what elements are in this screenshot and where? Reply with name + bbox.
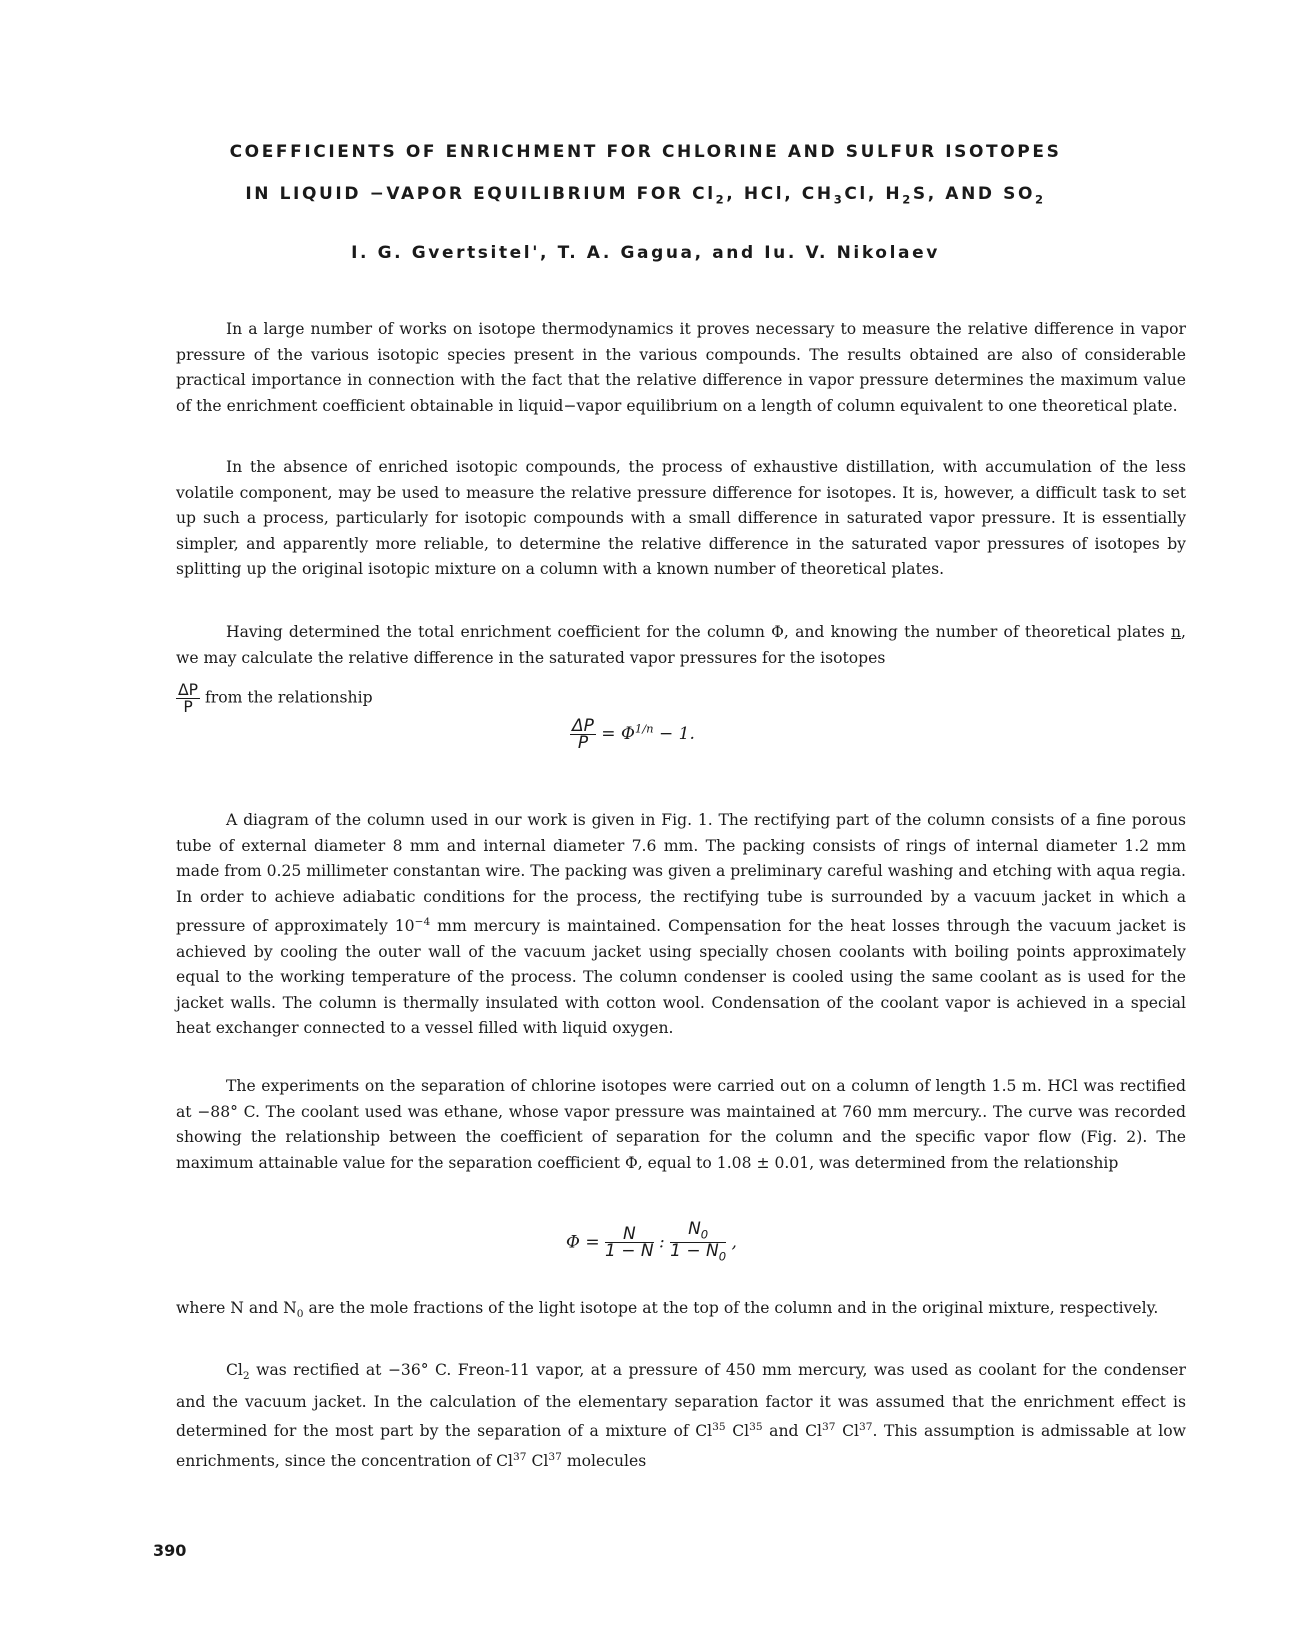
paragraph-5: The experiments on the separation of chlorine isotopes were carried out on a column of length 1.5 m. HCl was rectified at −88° C. The coolant used was ethane, whose vapor pressure was maintained at 760 mm mercury.. The curve was recorded showing the relationship between the coefficient of separation for the column and the specific vapor flow (Fig. 2). The maximum attainable value for the separation coefficient Φ, equal to 1.08 ± 0.01, was determined from the relationship [176, 1077, 1186, 1172]
delta-p-over-p-fraction: $\frac{\Delta P}{P}$ [178, 681, 199, 716]
authors: I. G. Gvertsitel', T. A. Gagua, and Iu. V. Nikolaev [351, 243, 940, 263]
paragraph-1: In a large number of works on isotope thermodynamics it proves necessary to measure the relative difference in vapor pressure of the various isotopic species present in the various compounds. The results obtained are also of considerable practical importance in connection with the fact that the relative difference in vapor pressure determines the maximum value of the enrichment coefficient obtainable in liquid−vapor equilibrium on a length of column equivalent to one theoretical plate. [176, 320, 1186, 415]
paragraph-4: A diagram of the column used in our work is given in Fig. 1. The rectifying part of the column consists of a fine porous tube of external diameter 8 mm and internal diameter 7.6 mm. The packing consists of rings of internal diameter 1.2 mm made from 0.25 millimeter constantan wire. The packing was given a preliminary careful washing and etching with aqua regia. In order to achieve adiabatic conditions for the process, the rectifying tube is surrounded by a vacuum jacket in which a pressure of approximately $10^{-4}$ mm mercury is maintained. Compensation for the heat losses through the vacuum jacket is achieved by cooling the outer wall of the vacuum jacket using specially chosen coolants with boiling points approximately equal to the working temperature of the process. The column condenser is cooled using the same coolant as is used for the jacket walls. The column is thermally insulated with cotton wool. Condensation of the coolant vapor is achieved in a special heat exchanger connected to a vessel filled with liquid oxygen. [176, 811, 1186, 1038]
paragraph-6: where N and $N_0$ are the mole fractions of the light isotope at the top of the column and in the original mixture, respectively. [176, 1299, 1159, 1321]
paragraph-3-tail: $\frac{\Delta P}{P}$ from the relationship [178, 681, 373, 716]
paper-title-line-1: COEFFICIENTS OF ENRICHMENT FOR CHLORINE AND SULFUR ISOTOPES [229, 142, 1062, 162]
equation-1: $\frac{\Delta P}{P}$ = $\Phi^{1/n} - 1$. [572, 716, 695, 753]
paragraph-3: Having determined the total enrichment coefficient for the column Φ, and knowing the number of theoretical plates n, we may calculate the relative difference in the saturated vapor pressures for the isotopes [176, 623, 1186, 667]
paragraph-2: In the absence of enriched isotopic compounds, the process of exhaustive distillation, with accumulation of the less volatile component, may be used to measure the relative pressure difference for isotopes. It is, however, a difficult task to set up such a process, particularly for isotopic compounds with a small difference in saturated vapor pressure. It is essentially simpler, and apparently more reliable, to determine the relative difference in the saturated vapor pressures of isotopes by splitting up the original isotopic mixture on a column with a known number of theoretical plates. [176, 458, 1186, 578]
paragraph-7: $Cl_2$ was rectified at −36° C. Freon-11 vapor, at a pressure of 450 mm mercury, was used as coolant for the condenser and the vacuum jacket. In the calculation of the elementary separation factor it was assumed that the enrichment effect is determined for the most part by the separation of a mixture of Cl$^{35}$ Cl$^{35}$ and Cl$^{37}$ Cl$^{37}$. This assumption is admissable at low enrichments, since the concentration of Cl$^{37}$ Cl$^{37}$ molecules [176, 1361, 1186, 1470]
equation-2: Φ = $\frac{N}{1 - N}$ : $\frac{N_0}{1 - N_0}$ , [566, 1219, 737, 1264]
page-number: 390 [153, 1541, 187, 1560]
paper-title-line-2: IN LIQUID −VAPOR EQUILIBRIUM FOR $Cl_2$, HCl, $CH_3Cl$, $H_2S$, AND $SO_2$ [245, 184, 1046, 207]
